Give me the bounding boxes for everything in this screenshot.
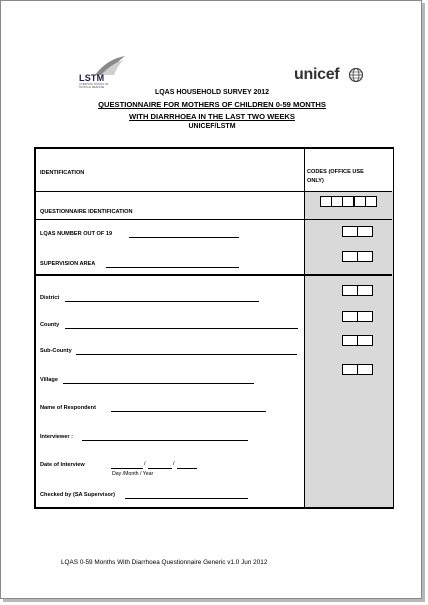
questionnaire-title-line-2: WITH DIARRHOEA IN THE LAST TWO WEEKS <box>129 112 295 121</box>
district-label: District <box>40 295 60 301</box>
county-field[interactable] <box>65 328 298 329</box>
interview-day-field[interactable] <box>111 468 143 469</box>
interview-year-field[interactable] <box>177 468 197 469</box>
form-divider <box>36 191 392 192</box>
codes-label-line-2: ONLY) <box>307 178 324 184</box>
date-separator: / <box>144 461 146 467</box>
district-code-boxes[interactable] <box>342 285 372 296</box>
supervision-area-code-boxes[interactable] <box>342 251 372 262</box>
checked-by-field[interactable] <box>125 498 248 499</box>
unicef-globe-icon <box>348 67 364 83</box>
sub-county-code-boxes[interactable] <box>342 335 372 346</box>
identification-form <box>34 147 394 509</box>
respondent-field[interactable] <box>111 411 266 412</box>
organisation-line: UNICEF/LSTM <box>188 123 236 130</box>
supervision-area-label: SUPERVISION AREA <box>40 261 96 267</box>
sub-county-label: Sub-County <box>40 348 72 354</box>
codes-label-line-1: CODES (OFFICE USE <box>307 169 364 175</box>
date-of-interview-label: Date of Interview <box>40 462 85 468</box>
supervision-area-field[interactable] <box>106 267 239 268</box>
document-footer: LQAS 0-59 Months With Diarrhoea Questionnaire Generic v1.0 Jun 2012 <box>61 559 268 566</box>
village-code-boxes[interactable] <box>342 364 372 375</box>
county-label: County <box>40 322 60 328</box>
survey-title: LQAS HOUSEHOLD SURVEY 2012 <box>154 89 270 96</box>
respondent-label: Name of Respondent <box>40 405 96 411</box>
form-divider <box>36 274 392 276</box>
date-separator: / <box>173 461 175 467</box>
lstm-logo-subtext: LIVERPOOL SCHOOL OF TROPICAL MEDICINE <box>79 83 109 89</box>
questionnaire-identification-label: QUESTIONNAIRE IDENTIFICATION <box>40 209 133 215</box>
interview-month-field[interactable] <box>148 468 172 469</box>
village-label: Village <box>40 377 58 383</box>
lstm-logo-text: LSTM <box>79 73 105 83</box>
sub-county-field[interactable] <box>76 354 297 355</box>
district-field[interactable] <box>65 301 259 302</box>
date-format-hint: Day /Month / Year <box>112 471 154 477</box>
lqas-number-label: LQAS NUMBER OUT OF 19 <box>40 231 113 237</box>
lqas-number-field[interactable] <box>129 237 239 238</box>
interviewer-field[interactable] <box>82 440 248 441</box>
lstm-logo <box>75 55 131 89</box>
village-field[interactable] <box>63 383 254 384</box>
lqas-number-code-boxes[interactable] <box>342 226 372 237</box>
form-divider <box>36 219 392 220</box>
interviewer-label: Interviewer : <box>40 434 73 440</box>
questionnaire-id-boxes[interactable] <box>320 196 376 207</box>
county-code-boxes[interactable] <box>342 311 372 322</box>
unicef-logo-text: unicef <box>294 66 340 83</box>
identification-label: IDENTIFICATION <box>40 170 85 176</box>
checked-by-label: Checked by (SA Supervisor) <box>40 492 116 498</box>
questionnaire-title-line-1: QUESTIONNAIRE FOR MOTHERS OF CHILDREN 0-59 MONTHS <box>98 100 326 109</box>
